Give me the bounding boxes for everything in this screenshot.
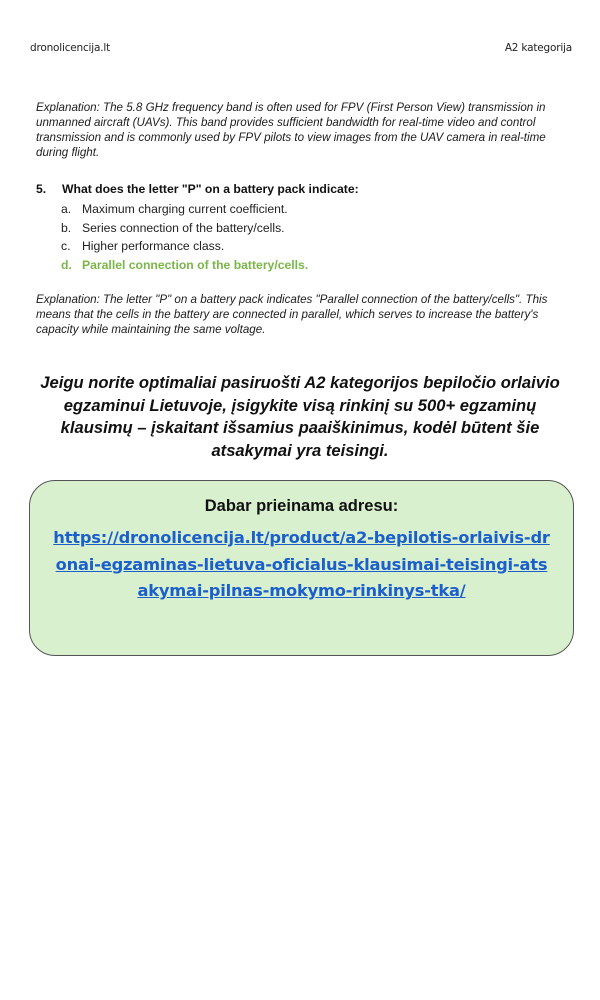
question-number: 5. <box>36 182 47 196</box>
question-text: What does the letter "P" on a battery pack indicate: <box>62 182 359 196</box>
previous-question-explanation: Explanation: The 5.8 GHz frequency band is often used for FPV (First Person View) transmission in unmanned aircraft (UAVs). This band provides sufficient bandwidth for real-time video and control transmission and is commonly used by FPV pilots to view images from the UAV camera in real-time during flight. <box>36 101 546 159</box>
question-heading <box>36 181 566 198</box>
page-header <box>30 42 572 54</box>
cta-title: Dabar prieinama adresu: <box>204 497 399 515</box>
option-c <box>61 237 566 256</box>
option-b <box>61 219 566 238</box>
option-letter: a. <box>61 202 72 216</box>
question-5 <box>36 181 566 274</box>
option-text: Parallel connection of the battery/cells. <box>82 257 309 272</box>
product-link[interactable]: https://dronolicencija.lt/product/a2-bepilotis-orlaivis-dronai-egzaminas-lietuva-oficialus-klausimai-teisingi-atsakymai-pilnas-mokymo-rinkinys-tka/ <box>53 528 550 600</box>
cta-box <box>29 480 574 656</box>
option-text: Series connection of the battery/cells. <box>82 220 285 235</box>
option-d-correct <box>61 256 566 275</box>
option-letter: b. <box>61 220 72 235</box>
answer-options <box>61 200 566 274</box>
option-letter: c. <box>61 239 71 253</box>
category-label: A2 kategorija <box>504 42 572 54</box>
promo-text: Jeigu norite optimaliai pasiruošti A2 kategorijos bepiločio orlaivio egzaminui Lietuvoje, įsigykite visą rinkinį su 500+ egzaminų klausimų – įskaitant išsamius paaiškinimus, kodėl būtent šie atsakymai yra teisingi. <box>40 373 560 460</box>
option-letter: d. <box>61 257 72 272</box>
question-explanation: Explanation: The letter "P" on a battery pack indicates "Parallel connection of the battery/cells". This means that the cells in the battery are connected in parallel, which serves to increase the battery's capacity while maintaining the same voltage. <box>36 293 548 336</box>
site-name: dronolicencija.lt <box>30 42 110 54</box>
option-a <box>61 200 566 219</box>
option-text: Maximum charging current coefficient. <box>82 202 288 216</box>
option-text: Higher performance class. <box>82 239 225 253</box>
